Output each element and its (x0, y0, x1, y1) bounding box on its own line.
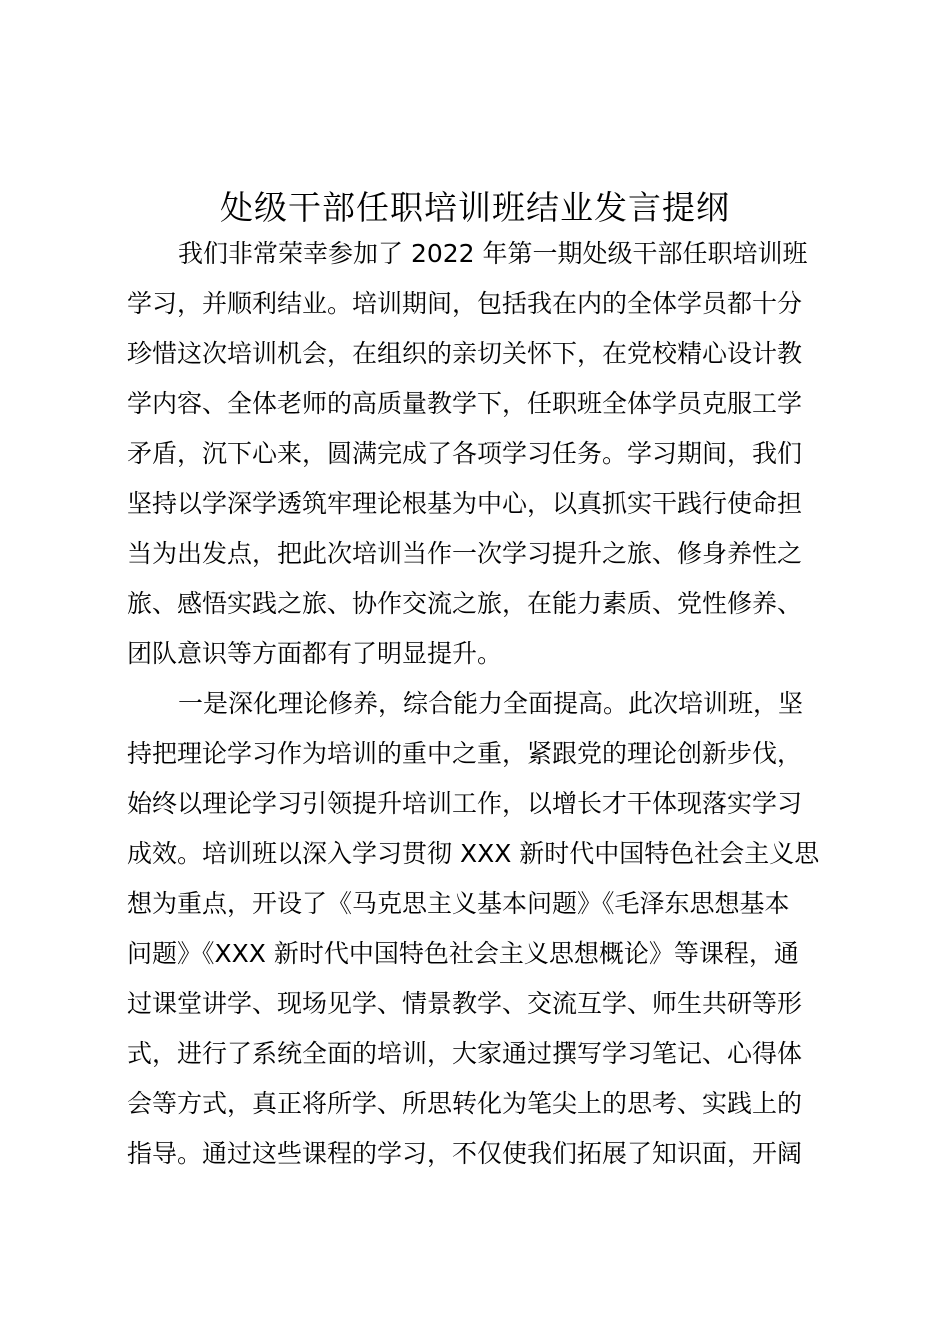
paragraph-1-line-9: 团队意识等方面都有了明显提升。 (127, 639, 503, 668)
paragraph-1-line-4: 学内容、全体老师的高质量教学下，任职班全体学员克服工学 (127, 389, 803, 418)
document-title: 处级干部任职培训班结业发言提纲 (220, 188, 730, 227)
paragraph-1-line-2: 学习，并顺利结业。培训期间，包括我在内的全体学员都十分 (127, 289, 803, 318)
paragraph-2-line-5: 想为重点，开设了《马克思主义基本问题》《毛泽东思想基本 (127, 889, 790, 918)
paragraph-1-line-7: 当为出发点，把此次培训当作一次学习提升之旅、修身养性之 (127, 539, 803, 568)
paragraph-2-line-4: 成效。培训班以深入学习贯彻 XXX 新时代中国特色社会主义思 (127, 839, 820, 868)
paragraph-2-line-2: 持把理论学习作为培训的重中之重，紧跟党的理论创新步伐， (127, 739, 803, 768)
paragraph-2-line-8: 式，进行了系统全面的培训，大家通过撰写学习笔记、心得体 (127, 1039, 803, 1068)
paragraph-2-line-10: 指导。通过这些课程的学习，不仅使我们拓展了知识面，开阔 (127, 1139, 803, 1168)
paragraph-1-line-8: 旅、感悟实践之旅、协作交流之旅，在能力素质、党性修养、 (127, 589, 803, 618)
paragraph-1-line-5: 矛盾，沉下心来，圆满完成了各项学习任务。学习期间，我们 (127, 439, 803, 468)
paragraph-2-line-1: 一是深化理论修养，综合能力全面提高。此次培训班，坚 (178, 689, 804, 718)
paragraph-1-line-6: 坚持以学深学透筑牢理论根基为中心，以真抓实干践行使命担 (127, 489, 803, 518)
paragraph-2-line-3: 始终以理论学习引领提升培训工作，以增长才干体现落实学习 (127, 789, 803, 818)
paragraph-2-line-9: 会等方式，真正将所学、所思转化为笔尖上的思考、实践上的 (127, 1089, 803, 1118)
paragraph-1-line-3: 珍惜这次培训机会，在组织的亲切关怀下，在党校精心设计教 (127, 339, 803, 368)
paragraph-2-line-7: 过课堂讲学、现场见学、情景教学、交流互学、师生共研等形 (127, 989, 803, 1018)
paragraph-2-line-6: 问题》《XXX 新时代中国特色社会主义思想概论》等课程，通 (127, 939, 799, 968)
paragraph-1-line-1: 我们非常荣幸参加了 2022 年第一期处级干部任职培训班 (178, 239, 808, 268)
